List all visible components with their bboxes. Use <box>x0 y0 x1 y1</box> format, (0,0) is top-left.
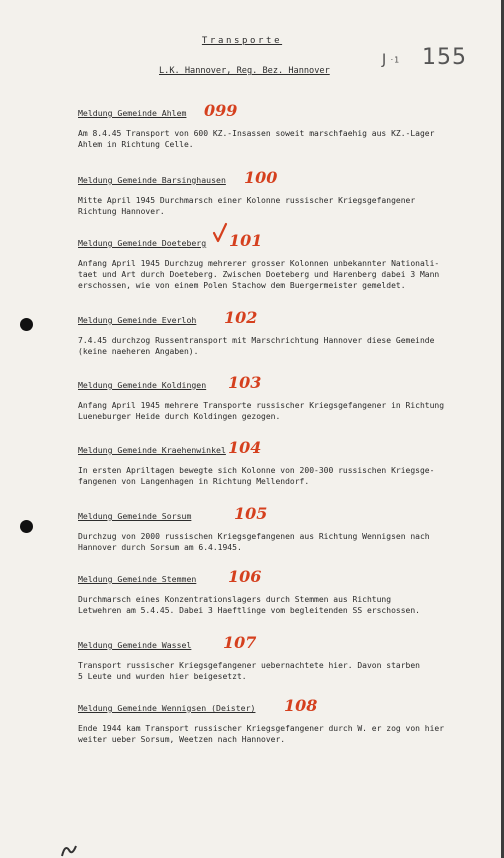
entry-number: 101 <box>229 231 263 250</box>
entry-number: 102 <box>224 308 258 327</box>
entry-heading <box>78 98 486 120</box>
entry-heading <box>78 370 486 392</box>
entry-label: Meldung Gemeinde Doeteberg <box>78 238 207 248</box>
entry-label: Meldung Gemeinde Stemmen <box>78 574 197 584</box>
report-entry <box>78 305 486 357</box>
entry-heading <box>78 693 486 715</box>
entry-label: Meldung Gemeinde Koldingen <box>78 380 207 390</box>
bottom-edge-mark <box>60 842 78 858</box>
report-entry <box>78 165 486 217</box>
entry-label: Meldung Gemeinde Barsinghausen <box>78 175 226 185</box>
report-entry <box>78 630 486 682</box>
entry-label: Meldung Gemeinde Wassel <box>78 640 192 650</box>
entry-heading <box>78 501 486 523</box>
archive-stamp-letter: J <box>382 52 387 68</box>
entry-number: 105 <box>234 504 268 523</box>
entry-text: Durchzug von 2000 russischen Kriegsgefangenen aus Richtung Wennigsen nach Hannover durch Sorsum am 6.4.1945. <box>78 532 430 552</box>
document-title: Transporte <box>201 36 283 46</box>
entry-text: Mitte April 1945 Durchmarsch einer Kolonne russischer Kriegsgefangener Richtung Hannover. <box>78 196 416 216</box>
entry-number: 103 <box>228 373 262 392</box>
report-entry <box>78 98 486 150</box>
report-entry <box>78 693 486 745</box>
entry-heading <box>78 165 486 187</box>
entry-text: Ende 1944 kam Transport russischer Kriegsgefangener durch W. er zog von hier weiter ueber Sorsum, Weetzen nach Hannover. <box>78 724 445 744</box>
entry-number: 099 <box>204 101 238 120</box>
entry-label: Meldung Gemeinde Wennigsen (Deister) <box>78 703 256 713</box>
entry-heading <box>78 630 486 652</box>
punch-hole <box>20 318 33 331</box>
archive-stamp-small: ·1 <box>390 55 401 65</box>
entry-label: Meldung Gemeinde Everloh <box>78 315 197 325</box>
report-entry <box>78 564 486 616</box>
entry-number: 104 <box>228 438 262 457</box>
entry-number: 107 <box>223 633 257 652</box>
report-entry <box>78 370 486 422</box>
entry-text: In ersten Apriltagen bewegte sich Kolonne von 200-300 russischen Kriegsge- fangenen von Langenhagen in Richtung Mellendorf. <box>78 466 435 486</box>
entry-heading <box>78 564 486 586</box>
entry-heading <box>78 228 486 250</box>
entry-text: 7.4.45 durchzog Russentransport mit Marschrichtung Hannover diese Gemeinde (keine naeheren Angaben). <box>78 336 435 356</box>
entry-heading <box>78 435 486 457</box>
archive-stamp <box>382 52 400 68</box>
document-subtitle: L.K. Hannover, Reg. Bez. Hannover <box>159 66 330 76</box>
entry-text: Anfang April 1945 mehrere Transporte russischer Kriegsgefangener in Richtung Lueneburger Heide durch Koldingen gezogen. <box>78 401 445 421</box>
punch-hole <box>20 520 33 533</box>
report-entry <box>78 435 486 487</box>
entry-text: Transport russischer Kriegsgefangener uebernachtete hier. Davon starben 5 Leute und wurden hier beigesetzt. <box>78 661 420 681</box>
page-number: 155 <box>422 45 467 70</box>
entry-number: 108 <box>284 696 318 715</box>
entry-heading <box>78 305 486 327</box>
entry-text: Durchmarsch eines Konzentrationslagers durch Stemmen aus Richtung Letwehren am 5.4.45. Dabei 3 Haeftlinge vom begleitenden SS erschossen. <box>78 595 420 615</box>
entry-label: Meldung Gemeinde Ahlem <box>78 108 187 118</box>
check-mark-icon <box>212 222 228 244</box>
entry-label: Meldung Gemeinde Kraehenwinkel <box>78 445 226 455</box>
entry-number: 100 <box>244 168 278 187</box>
report-entry <box>78 501 486 553</box>
entry-number: 106 <box>228 567 262 586</box>
entry-text: Anfang April 1945 Durchzug mehrerer grosser Kolonnen unbekannter Nationali- taet und Art durch Doeteberg. Zwischen Doeteberg und Harenberg dabei 3 Mann erschossen, wie von einem Polen Stachow dem Buergermeister gemeldet. <box>78 259 440 290</box>
report-entry <box>78 228 486 291</box>
entry-label: Meldung Gemeinde Sorsum <box>78 511 192 521</box>
entry-text: Am 8.4.45 Transport von 600 KZ.-Insassen soweit marschfaehig aus KZ.-Lager Ahlem in Richtung Celle. <box>78 129 435 149</box>
